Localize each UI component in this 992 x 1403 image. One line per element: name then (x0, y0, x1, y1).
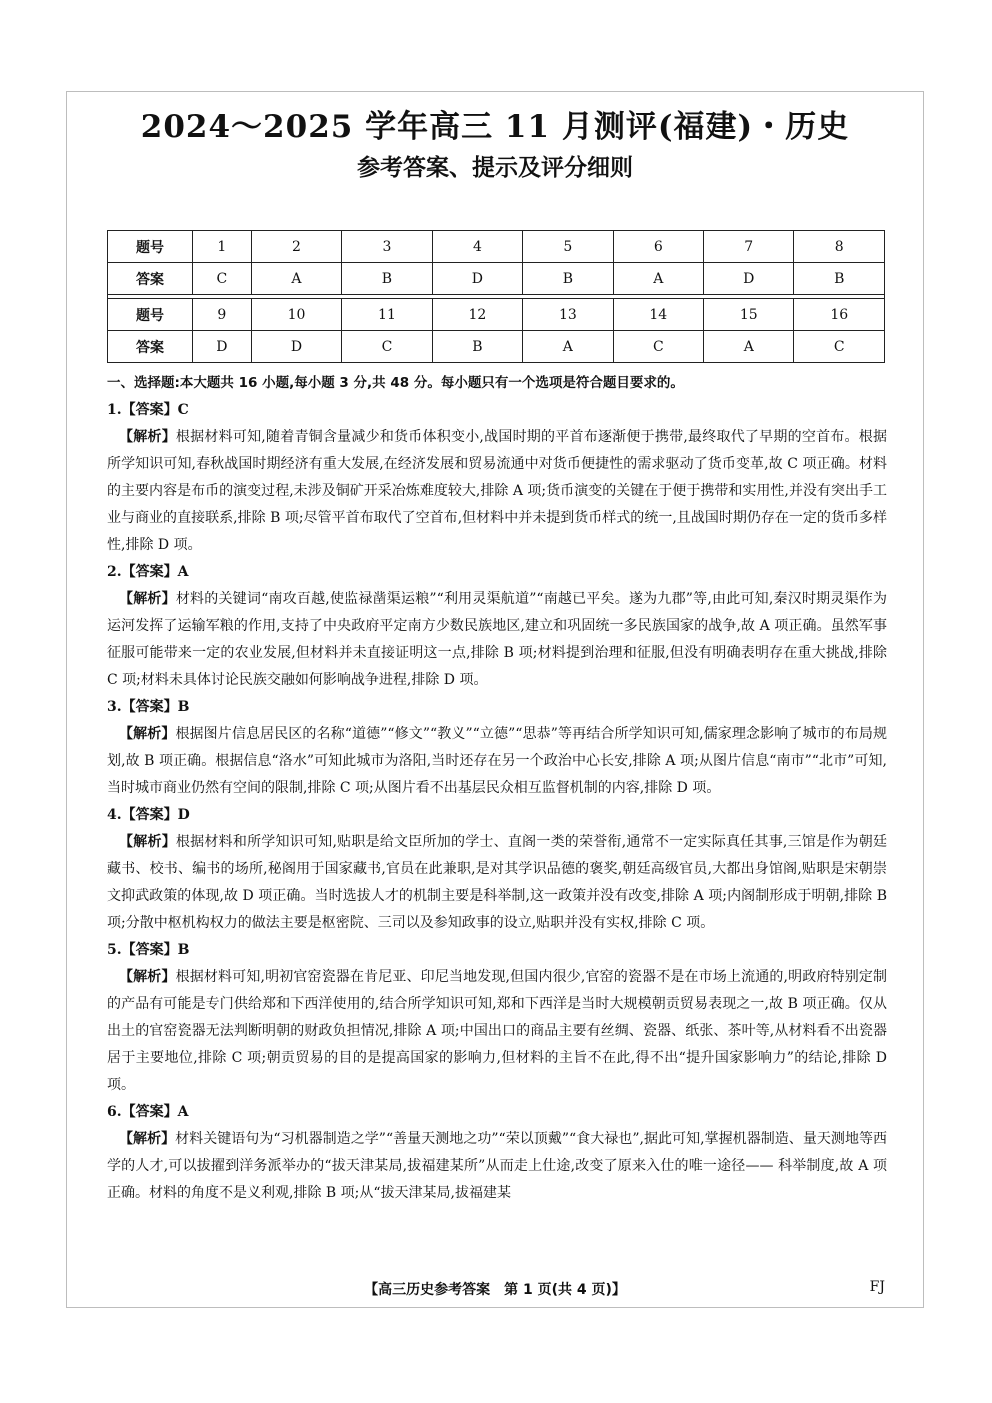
question-number: 2. (107, 564, 122, 580)
answer-line (107, 694, 887, 721)
question-list (107, 397, 887, 1207)
cell-answer: B (523, 263, 613, 295)
cell-number: 3 (342, 231, 432, 263)
cell-number: 10 (251, 299, 341, 331)
cell-number: 1 (193, 231, 252, 263)
page-subtitle: 参考答案、提示及评分细则 (357, 154, 633, 181)
answer-line (107, 937, 887, 964)
answer-label: 【答案】 (121, 699, 178, 715)
cell-answer: D (251, 331, 341, 363)
cell-number: 2 (251, 231, 341, 263)
cell-answer: D (193, 331, 252, 363)
answer-value: D (177, 807, 190, 823)
question-number: 1. (107, 402, 122, 418)
region-code: FJ (869, 1279, 885, 1295)
cell-answer: B (432, 331, 522, 363)
analysis-text: 根据材料和所学知识可知,贴职是给文臣所加的学士、直阁一类的荣誉衔,通常不一定实际真任其事,三馆是作为朝廷藏书、校书、编书的场所,秘阁用于国家藏书,官员在此兼职,是对其学识品德的褒奖,朝廷高级官员,大都出身馆阁,贴职是宋朝崇文抑武政策的体现,故 D 项正确。当时选拔人才的机制主要是科举制,这一政策并没有改变,排除 A 项;内阁制形成于明朝,排除 B 项;分散中枢机构权力的做法主要是枢密院、三司以及参知政事的设立,贴职并没有实权,排除 C 项。 (107, 834, 887, 931)
analysis-paragraph (107, 721, 887, 802)
row-label-question-number: 题号 (108, 231, 193, 263)
analysis-paragraph (107, 586, 887, 694)
answer-value: B (177, 699, 190, 715)
analysis-text: 材料的关键词“南攻百越,使监禄凿渠运粮”“利用灵渠航道”“南越已平矣。遂为九郡”等,由此可知,秦汉时期灵渠作为运河发挥了运输军粮的作用,支持了中央政府平定南方少数民族地区,建立和巩固统一多民族国家的战争,故 A 项正确。虽然军事征服可能带来一定的农业发展,但材料并未直接证明这一点,排除 B 项;材料提到治理和征服,但没有明确表明存在重大挑战,排除 C 项;材料未具体讨论民族交融如何影响战争进程,排除 D 项。 (107, 591, 888, 688)
question-item (107, 397, 887, 559)
page-footer: 【高三历史参考答案 第 1 页(共 4 页)】 (364, 1282, 626, 1298)
analysis-label: 【解析】 (119, 726, 176, 742)
cell-number: 13 (523, 299, 613, 331)
row-label-question-number: 题号 (108, 299, 193, 331)
answer-line (107, 559, 887, 586)
row-label-answer: 答案 (108, 331, 193, 363)
cell-number: 12 (432, 299, 522, 331)
question-number: 6. (107, 1104, 122, 1120)
section-heading: 一、选择题:本大题共 16 小题,每小题 3 分,共 48 分。每小题只有一个选项是符合题目要求的。 (107, 375, 684, 391)
cell-number: 6 (613, 231, 703, 263)
cell-number: 8 (794, 231, 885, 263)
table-row-answers-2 (108, 331, 885, 363)
analysis-text: 根据材料可知,明初官窑瓷器在肯尼亚、印尼当地发现,但国内很少,官窑的瓷器不是在市场上流通的,明政府特别定制的产品有可能是专门供给郑和下西洋使用的,结合所学知识可知,郑和下西洋是当时大规模朝贡贸易表现之一,故 B 项正确。仅从出土的官窑瓷器无法判断明朝的财政负担情况,排除 A 项;中国出口的商品主要有丝绸、瓷器、纸张、茶叶等,从材料看不出瓷器居于主要地位,排除 C 项;朝贡贸易的目的是提高国家的影响力,但材料的主旨不在此,得不出“提升国家影响力”的结论,排除 D 项。 (107, 969, 887, 1093)
cell-answer: A (251, 263, 341, 295)
cell-answer: B (794, 263, 885, 295)
cell-answer: A (523, 331, 613, 363)
question-item (107, 559, 887, 694)
question-item (107, 802, 887, 937)
answer-sheet-page (66, 91, 924, 1308)
cell-number: 7 (704, 231, 794, 263)
analysis-label: 【解析】 (119, 1131, 176, 1147)
cell-answer: D (432, 263, 522, 295)
answer-value: C (177, 402, 189, 418)
answer-line (107, 1099, 887, 1126)
answer-label: 【答案】 (121, 1104, 178, 1120)
answer-line (107, 802, 887, 829)
cell-answer: C (193, 263, 252, 295)
table-row-numbers-2 (108, 299, 885, 331)
cell-answer: C (613, 331, 703, 363)
cell-number: 9 (193, 299, 252, 331)
analysis-label: 【解析】 (119, 834, 176, 850)
table-row-numbers-1 (108, 231, 885, 263)
question-item (107, 694, 887, 802)
question-item (107, 937, 887, 1099)
analysis-paragraph (107, 424, 887, 559)
analysis-text: 根据图片信息居民区的名称“道德”“修文”“教义”“立德”“思恭”等再结合所学知识可知,儒家理念影响了城市的布局规划,故 B 项正确。根据信息“洛水”可知此城市为洛阳,当时还存在另一个政治中心长安,排除 A 项;从图片信息“南市”“北市”可知,当时城市商业仍然有空间的限制,排除 C 项;从图片看不出基层民众相互监督机制的内容,排除 D 项。 (107, 726, 887, 796)
table-row-answers-1 (108, 263, 885, 295)
analysis-paragraph (107, 829, 887, 937)
answer-value: B (177, 942, 190, 958)
answer-label: 【答案】 (121, 402, 178, 418)
cell-answer: D (704, 263, 794, 295)
answer-label: 【答案】 (121, 942, 178, 958)
cell-answer: B (342, 263, 432, 295)
cell-number: 4 (432, 231, 522, 263)
answer-value: A (177, 564, 189, 580)
analysis-paragraph (107, 964, 887, 1099)
question-item (107, 1099, 887, 1207)
answer-label: 【答案】 (121, 564, 178, 580)
answer-line (107, 397, 887, 424)
analysis-text: 根据材料可知,随着青铜含量减少和货币体积变小,战国时期的平首布逐渐便于携带,最终取代了早期的空首布。根据所学知识可知,春秋战国时期经济有重大发展,在经济发展和贸易流通中对货币便捷性的需求驱动了货币变革,故 C 项正确。材料的主要内容是布币的演变过程,未涉及铜矿开采冶炼难度较大,排除 A 项;货币演变的关键在于便于携带和实用性,并没有突出手工业与商业的直接联系,排除 B 项;尽管平首布取代了空首布,但材料中并未提到货币样式的统一,且战国时期仍存在一定的货币多样性,排除 D 项。 (107, 429, 887, 553)
cell-answer: A (613, 263, 703, 295)
page-title: 2024～2025 学年高三 11 月测评(福建)・历史 (140, 109, 850, 145)
question-number: 5. (107, 942, 122, 958)
analysis-text: 材料关键语句为“习机器制造之学”“善量天测地之功”“荣以顶戴”“食大禄也”,据此可知,掌握机器制造、量天测地等西学的人才,可以拔擢到洋务派举办的“拔天津某局,拔福建某所”从而走上仕途,改变了原来入仕的唯一途径—— 科举制度,故 A 项正确。材料的角度不是义利观,排除 B 项;从“拔天津某局,拔福建某 (107, 1131, 888, 1201)
cell-number: 5 (523, 231, 613, 263)
analysis-label: 【解析】 (119, 591, 176, 607)
answer-value: A (177, 1104, 189, 1120)
question-number: 4. (107, 807, 122, 823)
cell-answer: C (794, 331, 885, 363)
question-number: 3. (107, 699, 122, 715)
cell-answer: A (704, 331, 794, 363)
cell-answer: C (342, 331, 432, 363)
analysis-paragraph (107, 1126, 887, 1207)
cell-number: 14 (613, 299, 703, 331)
row-label-answer: 答案 (108, 263, 193, 295)
cell-number: 15 (704, 299, 794, 331)
cell-number: 16 (794, 299, 885, 331)
cell-number: 11 (342, 299, 432, 331)
analysis-label: 【解析】 (119, 969, 176, 985)
answer-key-table (107, 230, 885, 363)
answer-label: 【答案】 (121, 807, 178, 823)
analysis-label: 【解析】 (119, 429, 176, 445)
